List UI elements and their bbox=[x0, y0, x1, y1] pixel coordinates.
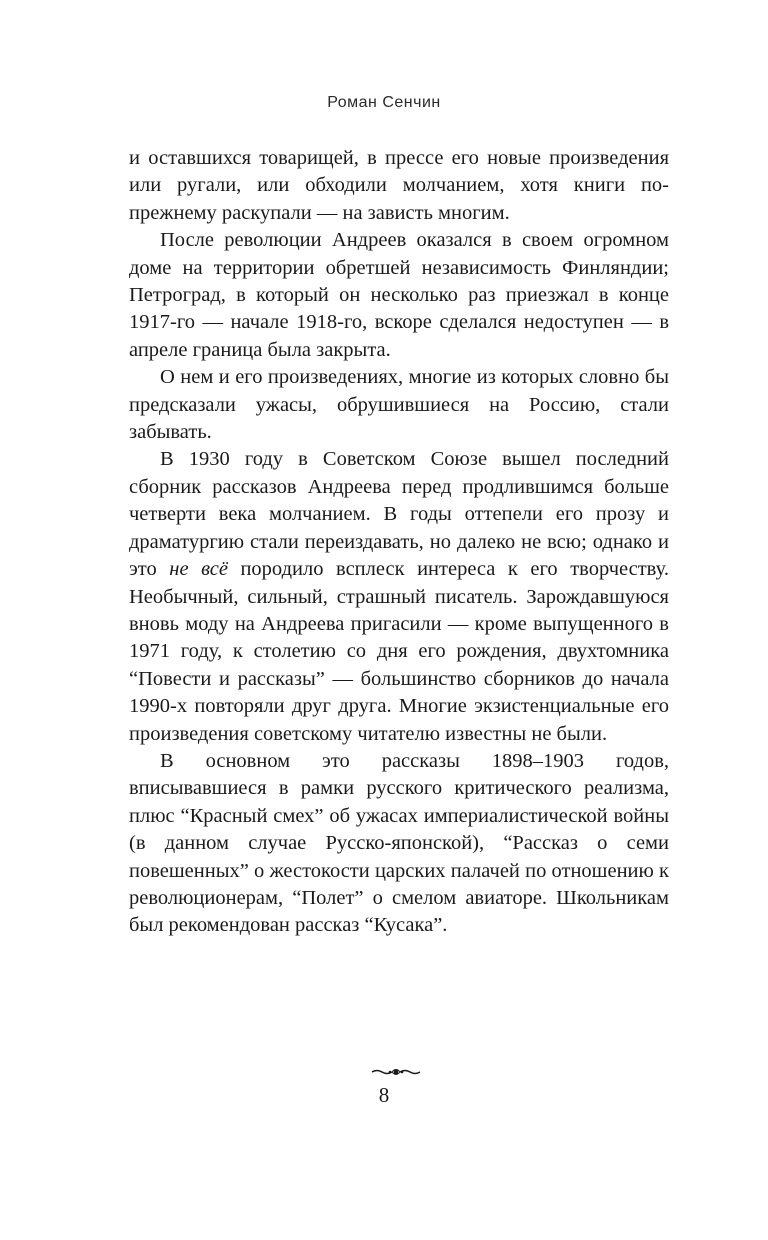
paragraph-4-text-b: породило всплеск интереса к его творчеству. Необычный, сильный, страшный писатель. Зарождавшуюся вновь моду на Андреева пригасили — кроме выпущенного в 1971 году, к столетию со дня его рождения, двухтомника “Повести и рассказы” — большинство сборников до начала 1990-х повторяли друг друга. Многие экзистенциальные его произведения советскому читателю известны не были. bbox=[129, 558, 669, 745]
page-number: 8 bbox=[378, 1083, 390, 1107]
body-text bbox=[129, 145, 669, 940]
paragraph-2: После революции Андреев оказался в своем огромном доме на территории обретшей независимость Финляндии; Петроград, в который он несколько раз приезжал в конце 1917-го — начале 1918-го, вскоре сделался недоступен — в апреле граница была закрыта. bbox=[129, 229, 669, 361]
paragraph-4-text-a: В 1930 году в Советском Союзе вышел последний сборник рассказов Андреева перед продлившимся больше четверти века молчанием. В годы оттепели его прозу и драматургию стали переиздавать, но далеко не всю; однако и это bbox=[129, 448, 669, 581]
flourish-ornament-icon bbox=[371, 1066, 421, 1078]
emphasis-text: не всё bbox=[169, 558, 228, 581]
paragraph-5: В основном это рассказы 1898–1903 годов, вписывавшиеся в рамки русского критического реализма, плюс “Красный смех” об ужасах империалистической войны (в данном случае Русско-японской), “Рассказ о семи повешенных” о жестокости царских палачей по отношению к революционерам, “Полет” о смелом авиаторе. Школьникам был рекомендован рассказ “Кусака”. bbox=[129, 749, 669, 937]
paragraph-1: и оставшихся товарищей, в прессе его новые произведения или ругали, или обходили молчанием, хотя книги по-прежнему раскупали — на зависть многим. bbox=[129, 147, 669, 224]
running-head: Роман Сенчин bbox=[327, 94, 441, 111]
paragraph-3: О нем и его произведениях, многие из которых словно бы предсказали ужасы, обрушившиеся на Россию, стали забывать. bbox=[129, 366, 669, 444]
paragraph-4 bbox=[129, 446, 669, 747]
